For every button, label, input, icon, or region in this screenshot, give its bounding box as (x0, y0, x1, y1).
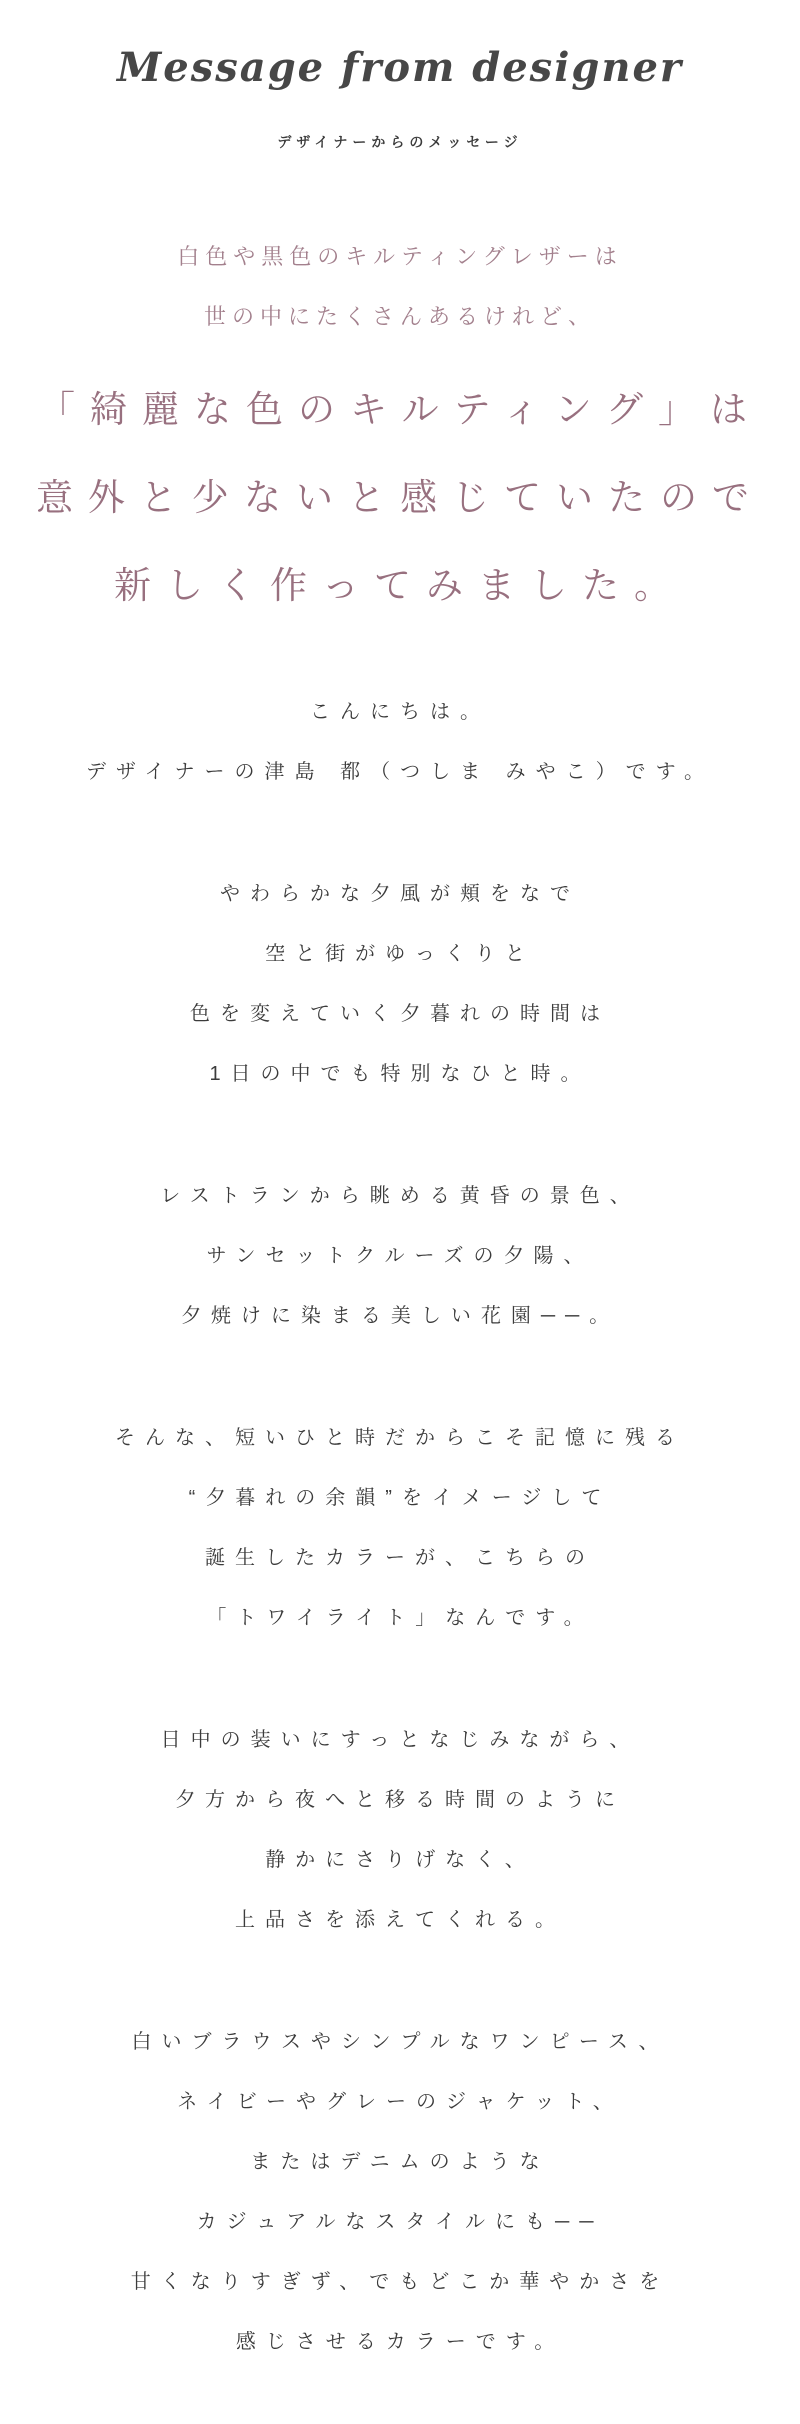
body-line: やわらかな夕風が頬をなで (220, 883, 580, 905)
body-line: 「トワイライト」なんです。 (206, 1607, 594, 1629)
body-line: そんな、短いひと時だからこそ記憶に残る (115, 1427, 685, 1449)
paragraph-styling (0, 2012, 800, 2372)
body-line: 感じさせるカラーです。 (235, 2331, 565, 2353)
body-line: レストランから眺める黄昏の景色、 (160, 1185, 640, 1207)
body-line: 甘くなりすぎず、でもどこか華やかさを (130, 2271, 670, 2293)
body-line: サンセットクルーズの夕陽、 (206, 1245, 594, 1267)
body-line: またはデニムのような (250, 2151, 550, 2173)
body-line: 上品さを添えてくれる。 (235, 1909, 565, 1931)
headline-line: 「綺麗な色のキルティング」は (38, 388, 762, 431)
paragraph-greeting (0, 682, 800, 802)
body-line: 白いブラウスやシンプルなワンピース、 (131, 2031, 669, 2053)
lead-copy (0, 228, 800, 348)
paragraph-twilight-time (0, 864, 800, 1104)
body-line: 色を変えていく夕暮れの時間は (190, 1003, 610, 1025)
body-line: “夕暮れの余韻”をイメージして (188, 1487, 612, 1509)
body-line: こんにちは。 (310, 701, 490, 723)
paragraph-elegance (0, 1710, 800, 1950)
paragraph-color-origin (0, 1408, 800, 1648)
body-line: 1日の中でも特別なひと時。 (209, 1063, 591, 1085)
body-line: 日中の装いにすっとなじみながら、 (160, 1729, 640, 1751)
lead-line: 世の中にたくさんあるけれど、 (203, 305, 596, 330)
body-line: 静かにさりげなく、 (265, 1849, 535, 1871)
headline-line: 意外と少ないと感じていたので (36, 476, 764, 519)
body-line: ネイビーやグレーのジャケット、 (177, 2091, 623, 2113)
paragraph-scenes (0, 1166, 800, 1346)
lead-line: 白色や黒色のキルティングレザーは (177, 245, 623, 270)
body-line: デザイナーの津島 都（つしま みやこ）です。 (85, 761, 715, 783)
body-line: カジュアルなスタイルにも── (196, 2211, 604, 2233)
body-copy (0, 682, 800, 2372)
body-line: 夕焼けに染まる美しい花園──。 (180, 1305, 620, 1327)
headline (0, 366, 800, 630)
body-line: 夕方から夜へと移る時間のように (175, 1789, 625, 1811)
headline-line: 新しく作ってみました。 (114, 564, 686, 607)
page-header (0, 38, 800, 152)
subtitle-japanese: デザイナーからのメッセージ (277, 134, 523, 150)
body-line: 誕生したカラーが、こちらの (205, 1547, 595, 1569)
body-line: 空と街がゆっくりと (265, 943, 535, 965)
script-title: Message from designer (117, 44, 683, 91)
